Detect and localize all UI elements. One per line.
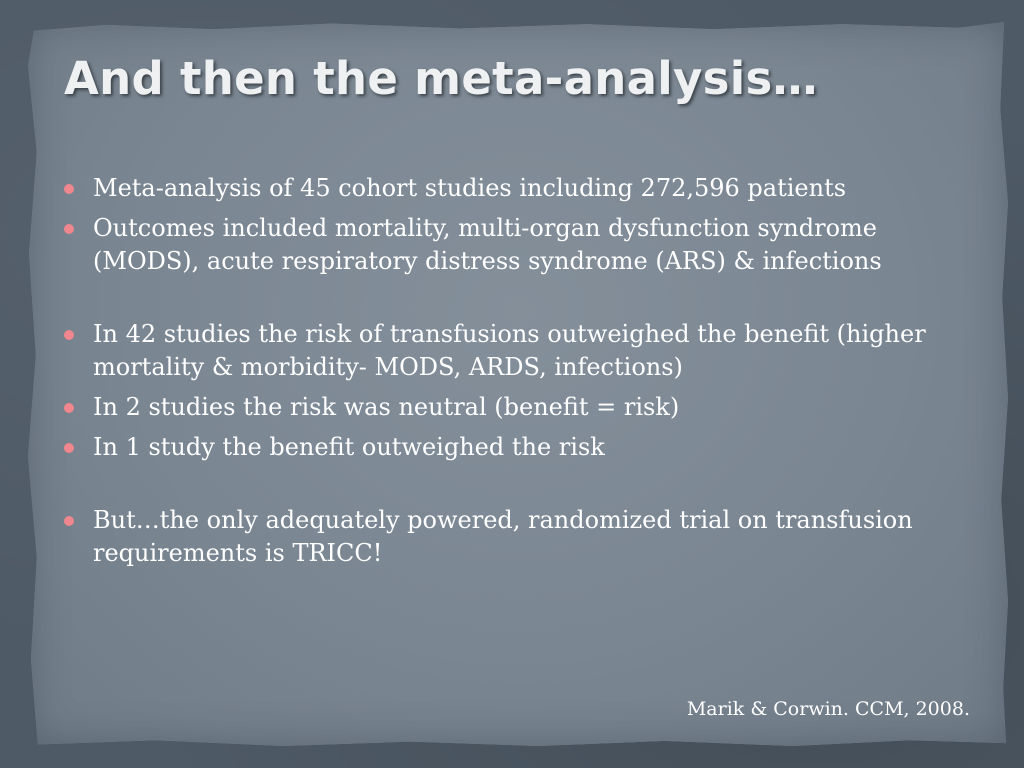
slide-title: And then the meta-analysis…	[64, 52, 818, 105]
bullet-item	[62, 212, 962, 278]
bullet-item	[62, 504, 962, 570]
bullet-text: In 1 study the benefit outweighed the risk	[93, 433, 605, 461]
bullet-list	[62, 172, 962, 577]
bullet-text: Meta-analysis of 45 cohort studies including 272,596 patients	[93, 174, 847, 202]
citation: Marik & Corwin. CCM, 2008.	[686, 698, 970, 720]
bullet-dot-icon	[64, 184, 74, 194]
bullet-text: In 42 studies the risk of transfusions outweighed the benefit (higher mortality & morbidity- MODS, ARDS, infections)	[93, 320, 926, 381]
bullet-dot-icon	[64, 443, 74, 453]
bullet-text: But…the only adequately powered, randomized trial on transfusion requirements is TRICC!	[93, 506, 913, 567]
bullet-text: Outcomes included mortality, multi-organ dysfunction syndrome (MODS), acute respiratory distress syndrome (ARS) & infections	[93, 214, 882, 275]
bullet-item	[62, 172, 962, 205]
bullet-dot-icon	[64, 330, 74, 340]
bullet-item	[62, 318, 962, 384]
bullet-dot-icon	[64, 403, 74, 413]
bullet-dot-icon	[64, 224, 74, 234]
bullet-dot-icon	[64, 516, 74, 526]
bullet-item	[62, 391, 962, 424]
bullet-text: In 2 studies the risk was neutral (benefit = risk)	[93, 393, 680, 421]
bullet-item	[62, 431, 962, 464]
